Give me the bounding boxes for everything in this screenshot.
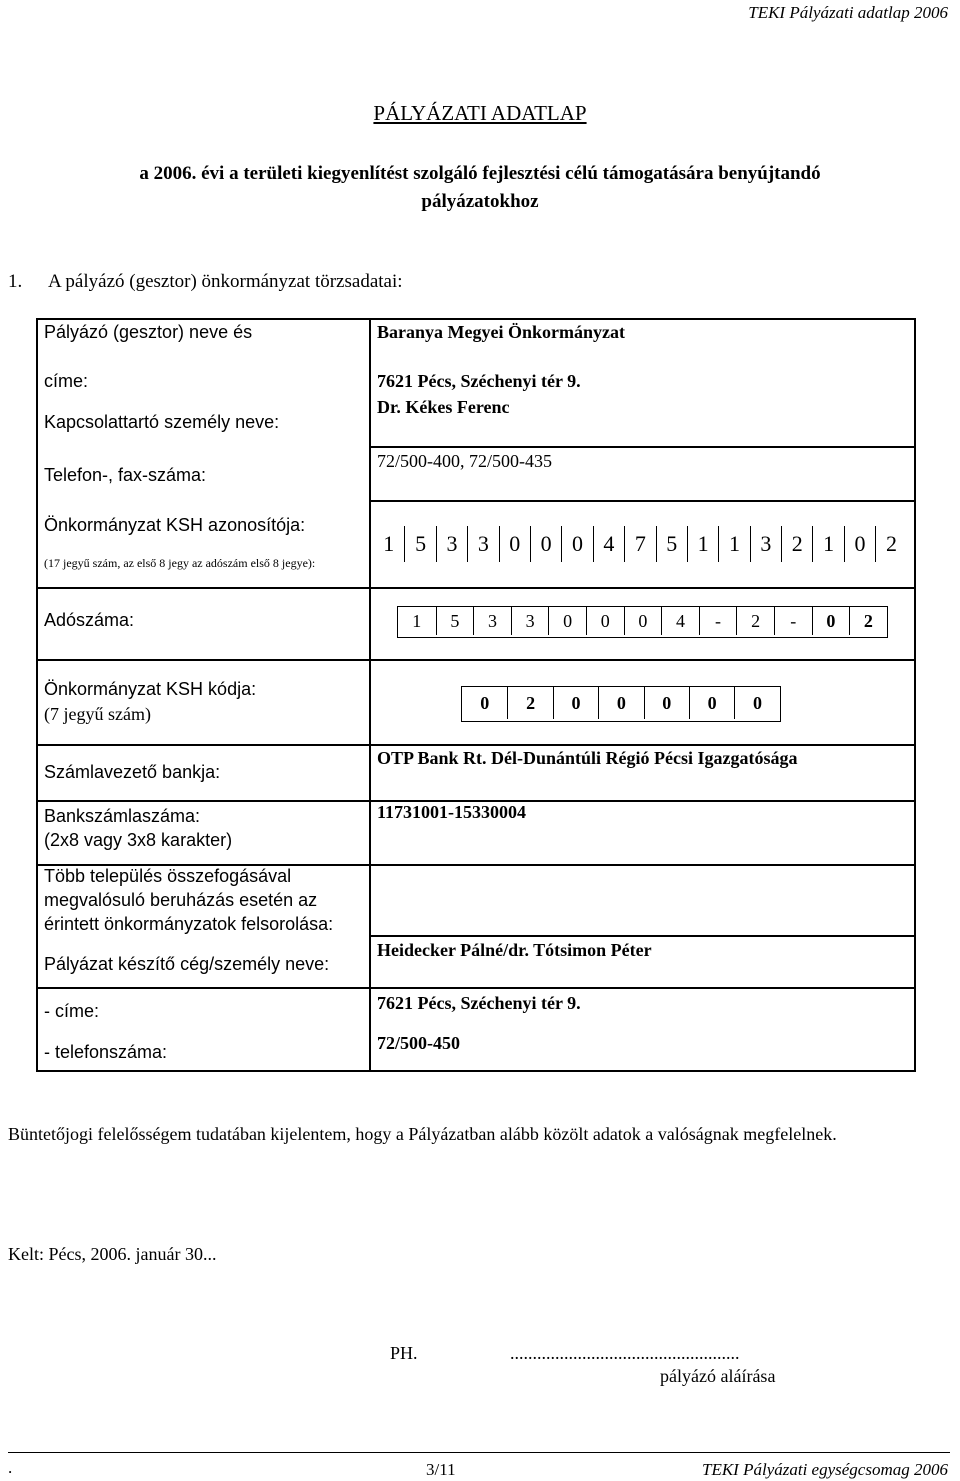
address-value: 7621 Pécs, Széchenyi tér 9.	[377, 371, 581, 391]
digit-cell: 4	[593, 526, 624, 562]
footer-page-number: 3/11	[426, 1460, 456, 1479]
digit-cell: -	[774, 607, 812, 635]
footer-right-text: TEKI Pályázati egységcsomag 2006	[702, 1460, 948, 1479]
signature-line: ...................................................	[510, 1343, 740, 1363]
digit-cell: 0	[586, 607, 624, 635]
digit-cell: 1	[412, 611, 422, 631]
digit-cell: 0	[598, 687, 643, 719]
digit-cell: 5	[656, 526, 687, 562]
address-label: címe:	[44, 371, 89, 391]
applicant-name-value: Baranya Megyei Önkormányzat	[377, 322, 625, 342]
subtitle-line-1: a 2006. évi a területi kiegyenlítést szolgáló fejlesztési célú támogatására benyújtandó	[139, 163, 821, 184]
running-header: TEKI Pályázati adatlap 2006	[748, 3, 948, 22]
bank-label: Számlavezető bankja:	[44, 762, 221, 782]
preparer-phone-label: - telefonszáma:	[44, 1042, 168, 1062]
page-subtitle	[0, 160, 960, 216]
preparer-label: Pályázat készítő cég/személy neve:	[44, 954, 330, 974]
digit-cell: 0	[480, 693, 490, 713]
digit-cell: 7	[624, 526, 655, 562]
row-divider	[36, 987, 916, 989]
contact-value: Dr. Kékes Ferenc	[377, 397, 510, 417]
joint-label-line-3: érintett önkormányzatok felsorolása:	[44, 914, 334, 934]
preparer-address-value: 7621 Pécs, Széchenyi tér 9.	[377, 993, 581, 1013]
digit-cell: 0	[561, 526, 592, 562]
row-divider	[369, 935, 916, 937]
tax-number-digits	[397, 606, 888, 638]
digit-cell: 0	[644, 687, 689, 719]
joint-label-line-2: megvalósuló beruházás esetén az	[44, 890, 318, 910]
phone-label: Telefon-, fax-száma:	[44, 465, 207, 485]
contact-label: Kapcsolattartó személy neve:	[44, 412, 280, 432]
joint-label-line-1: Több település összefogásával	[44, 866, 292, 886]
digit-cell: 0	[530, 526, 561, 562]
bank-value: OTP Bank Rt. Dél-Dunántúli Régió Pécsi Igazgatósága	[377, 748, 798, 768]
column-divider	[369, 318, 371, 1072]
section-heading	[8, 271, 403, 293]
digit-cell: 0	[689, 687, 734, 719]
digit-cell: 3	[511, 607, 549, 635]
phone-value: 72/500-400, 72/500-435	[377, 451, 552, 471]
row-divider	[36, 744, 916, 746]
digit-cell: 0	[812, 607, 850, 635]
row-divider	[36, 587, 916, 589]
digit-cell: 4	[661, 607, 699, 635]
account-note: (2x8 vagy 3x8 karakter)	[44, 830, 233, 850]
digit-cell: 3	[467, 526, 498, 562]
ksh-code-label: Önkormányzat KSH kódja:	[44, 679, 257, 699]
preparer-phone-value: 72/500-450	[377, 1033, 460, 1053]
row-divider	[369, 446, 916, 448]
preparer-value: Heidecker Pálné/dr. Tótsimon Péter	[377, 940, 652, 960]
preparer-address-label: - címe:	[44, 1001, 100, 1021]
digit-cell: 0	[844, 526, 875, 562]
subtitle-line-2: pályázatokhoz	[421, 191, 539, 212]
digit-cell: 0	[734, 687, 779, 719]
page-title: PÁLYÁZATI ADATLAP	[373, 101, 587, 125]
digit-cell: 2	[875, 526, 906, 562]
digit-cell: 1	[718, 526, 749, 562]
signature-label: pályázó aláírása	[660, 1366, 776, 1386]
stamp-label: PH.	[390, 1343, 418, 1363]
row-divider	[369, 500, 916, 502]
tax-number-label: Adószáma:	[44, 610, 135, 630]
digit-cell: 2	[781, 526, 812, 562]
ksh-id-note: (17 jegyű szám, az első 8 jegy az adószám első 8 jegye):	[44, 556, 316, 570]
section-title: A pályázó (gesztor) önkormányzat törzsadatai:	[48, 271, 403, 292]
footer-dot: .	[8, 1458, 13, 1477]
digit-cell: 5	[404, 526, 435, 562]
account-value: 11731001-15330004	[377, 802, 527, 822]
footer-rule	[8, 1452, 950, 1453]
digit-cell: 0	[499, 526, 530, 562]
digit-cell: -	[699, 607, 737, 635]
ksh-code-note: (7 jegyű szám)	[44, 704, 151, 724]
digit-cell: 0	[548, 607, 586, 635]
digit-cell: 1	[687, 526, 718, 562]
digit-cell: 1	[812, 526, 843, 562]
digit-cell: 3	[750, 526, 781, 562]
ksh-id-digits	[373, 526, 907, 562]
account-label: Bankszámlaszáma:	[44, 806, 201, 826]
digit-cell: 2	[849, 607, 887, 635]
digit-cell: 5	[436, 607, 474, 635]
row-divider	[36, 659, 916, 661]
digit-cell: 0	[553, 687, 598, 719]
digit-cell: 1	[383, 531, 395, 556]
digit-cell: 2	[736, 607, 774, 635]
date-line: Kelt: Pécs, 2006. január 30...	[8, 1244, 217, 1264]
applicant-name-label: Pályázó (gesztor) neve és	[44, 322, 253, 342]
digit-cell: 0	[624, 607, 662, 635]
ksh-code-digits	[461, 686, 781, 722]
ksh-id-label: Önkormányzat KSH azonosítója:	[44, 515, 306, 535]
digit-cell: 3	[473, 607, 511, 635]
section-number: 1.	[8, 271, 23, 292]
digit-cell: 3	[436, 526, 467, 562]
digit-cell: 2	[507, 687, 552, 719]
declaration-text: Büntetőjogi felelősségem tudatában kijelentem, hogy a Pályázatban alább közölt adatok a valóságnak megfelelnek.	[8, 1124, 837, 1144]
